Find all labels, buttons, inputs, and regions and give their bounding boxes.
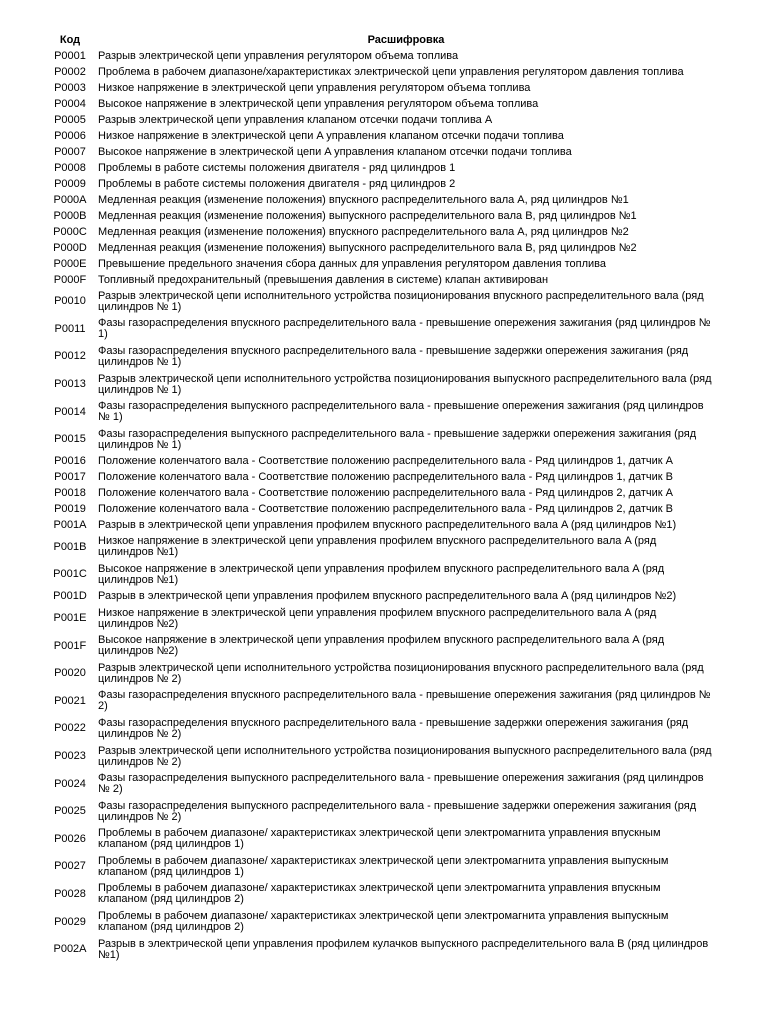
error-description-cell: Низкое напряжение в электрической цепи управления профилем впускного распределительного вала A (ряд цилиндров №2) bbox=[98, 606, 657, 630]
error-description-cell: Фазы газораспределения впускного распределительного вала - превышение задержки опережения зажигания (ряд цилиндров № 1) bbox=[98, 344, 689, 368]
table-row bbox=[44, 208, 716, 224]
table-row bbox=[44, 224, 716, 240]
error-code-cell: P0021 bbox=[54, 694, 86, 707]
error-codes-table bbox=[44, 32, 716, 963]
code-column-header: Код bbox=[59, 34, 81, 46]
error-description-cell: Высокое напряжение в электрической цепи управления профилем впускного распределительного вала A (ряд цилиндров №1) bbox=[98, 562, 665, 586]
table-row bbox=[44, 770, 716, 798]
error-code-cell: P0022 bbox=[54, 722, 86, 735]
error-description-cell: Низкое напряжение в электрической цепи A управления клапаном отсечки подачи топлива bbox=[98, 129, 564, 142]
error-code-cell: P001B bbox=[53, 540, 87, 553]
error-code-cell: P0013 bbox=[54, 378, 86, 391]
error-code-cell: P001F bbox=[53, 639, 87, 652]
error-code-cell: P0028 bbox=[54, 887, 86, 900]
table-row bbox=[44, 192, 716, 208]
table-row bbox=[44, 272, 716, 288]
error-description-cell: Высокое напряжение в электрической цепи управления профилем впускного распределительного вала A (ряд цилиндров №2) bbox=[98, 634, 665, 658]
table-row bbox=[44, 853, 716, 881]
error-description-cell: Разрыв в электрической цепи управления профилем впускного распределительного вала A (ряд цилиндров №1) bbox=[98, 519, 677, 532]
error-code-cell: P000D bbox=[53, 241, 87, 254]
error-code-cell: P0026 bbox=[54, 832, 86, 845]
table-header-row bbox=[44, 32, 716, 48]
table-row bbox=[44, 908, 716, 936]
error-description-cell: Проблемы в работе системы положения двигателя - ряд цилиндров 1 bbox=[98, 161, 456, 174]
table-row bbox=[44, 936, 716, 964]
error-code-cell: P002A bbox=[53, 943, 87, 956]
table-row bbox=[44, 64, 716, 80]
error-code-cell: P000B bbox=[53, 209, 87, 222]
error-code-cell: P0024 bbox=[54, 777, 86, 790]
error-description-cell: Фазы газораспределения выпускного распределительного вала - превышение опережения зажигания (ряд цилиндров № 1) bbox=[98, 400, 704, 424]
error-description-cell: Фазы газораспределения впускного распределительного вала - превышение опережения зажигания (ряд цилиндров № 2) bbox=[98, 689, 711, 713]
error-description-cell: Низкое напряжение в электрической цепи управления профилем впускного распределительного вала A (ряд цилиндров №1) bbox=[98, 535, 657, 559]
error-code-cell: P001A bbox=[53, 519, 87, 532]
description-column-header: Расшифровка bbox=[367, 34, 445, 46]
table-row bbox=[44, 826, 716, 854]
table-row bbox=[44, 48, 716, 64]
error-description-cell: Положение коленчатого вала - Соответствие положению распределительного вала - Ряд цилиндров 1, датчик A bbox=[98, 455, 673, 468]
error-code-cell: P0007 bbox=[54, 145, 86, 158]
error-code-cell: P0003 bbox=[54, 81, 86, 94]
table-row bbox=[44, 176, 716, 192]
table-row bbox=[44, 632, 716, 660]
table-row bbox=[44, 454, 716, 470]
error-description-cell: Проблемы в рабочем диапазоне/ характеристиках электрической цепи электромагнита управления выпускным клапаном (ряд цилиндров 2) bbox=[98, 910, 669, 934]
error-code-cell: P001E bbox=[53, 612, 87, 625]
table-row bbox=[44, 112, 716, 128]
error-description-cell: Фазы газораспределения выпускного распределительного вала - превышение задержки опережения зажигания (ряд цилиндров № 1) bbox=[98, 427, 697, 451]
error-code-cell: P001C bbox=[53, 568, 87, 581]
error-description-cell: Медленная реакция (изменение положения) впускного распределительного вала A, ряд цилиндров №2 bbox=[98, 225, 629, 238]
table-row bbox=[44, 398, 716, 426]
table-row bbox=[44, 688, 716, 716]
error-description-cell: Фазы газораспределения впускного распределительного вала - превышение опережения зажигания (ряд цилиндров № 1) bbox=[98, 317, 711, 341]
table-row bbox=[44, 518, 716, 534]
table-row bbox=[44, 426, 716, 454]
error-code-cell: P0011 bbox=[54, 322, 86, 335]
error-code-cell: P000C bbox=[53, 225, 87, 238]
error-description-cell: Топливный предохранительный (превышения давления в системе) клапан активирован bbox=[98, 273, 549, 286]
table-row bbox=[44, 343, 716, 371]
table-row bbox=[44, 240, 716, 256]
error-code-cell: P0015 bbox=[54, 433, 86, 446]
error-code-cell: P0025 bbox=[54, 805, 86, 818]
error-description-cell: Низкое напряжение в электрической цепи управления регулятором объема топлива bbox=[98, 81, 531, 94]
error-code-cell: P0018 bbox=[54, 487, 86, 500]
error-code-cell: P0001 bbox=[54, 49, 86, 62]
error-code-cell: P0023 bbox=[54, 750, 86, 763]
error-description-cell: Положение коленчатого вала - Соответствие положению распределительного вала - Ряд цилиндров 2, датчик A bbox=[98, 487, 673, 500]
table-row bbox=[44, 502, 716, 518]
table-row bbox=[44, 470, 716, 486]
error-description-cell: Разрыв в электрической цепи управления профилем кулачков выпускного распределительного вала B (ряд цилиндров №1) bbox=[98, 937, 709, 961]
error-code-cell: P0020 bbox=[54, 667, 86, 680]
error-description-cell: Медленная реакция (изменение положения) выпускного распределительного вала B, ряд цилиндров №1 bbox=[98, 209, 637, 222]
table-row bbox=[44, 605, 716, 633]
error-description-cell: Медленная реакция (изменение положения) выпускного распределительного вала B, ряд цилиндров №2 bbox=[98, 241, 637, 254]
error-code-cell: P0010 bbox=[54, 295, 86, 308]
table-row bbox=[44, 660, 716, 688]
error-code-cell: P001D bbox=[53, 590, 87, 603]
error-description-cell: Проблемы в рабочем диапазоне/ характеристиках электрической цепи электромагнита управления впускным клапаном (ряд цилиндров 2) bbox=[98, 882, 661, 906]
document-page bbox=[0, 32, 768, 963]
error-description-cell: Высокое напряжение в электрической цепи управления регулятором объема топлива bbox=[98, 97, 539, 110]
table-body bbox=[44, 48, 716, 963]
error-description-cell: Проблемы в работе системы положения двигателя - ряд цилиндров 2 bbox=[98, 177, 456, 190]
error-code-cell: P000E bbox=[53, 257, 87, 270]
error-code-cell: P0006 bbox=[54, 129, 86, 142]
error-description-cell: Разрыв электрической цепи исполнительного устройства позиционирования выпускного распределительного вала (ряд цилиндров № 2) bbox=[98, 744, 712, 768]
error-description-cell: Высокое напряжение в электрической цепи A управления клапаном отсечки подачи топлива bbox=[98, 145, 572, 158]
error-description-cell: Разрыв электрической цепи исполнительного устройства позиционирования впускного распределительного вала (ряд цилиндров № 2) bbox=[98, 661, 704, 685]
error-description-cell: Проблемы в рабочем диапазоне/ характеристиках электрической цепи электромагнита управления выпускным клапаном (ряд цилиндров 1) bbox=[98, 854, 669, 878]
error-description-cell: Разрыв электрической цепи исполнительного устройства позиционирования впускного распределительного вала (ряд цилиндров № 1) bbox=[98, 289, 704, 313]
error-code-cell: P0016 bbox=[54, 455, 86, 468]
error-description-cell: Разрыв электрической цепи исполнительного устройства позиционирования выпускного распределительного вала (ряд цилиндров № 1) bbox=[98, 372, 712, 396]
table-row bbox=[44, 881, 716, 909]
table-row bbox=[44, 316, 716, 344]
error-description-cell: Проблема в рабочем диапазоне/характеристиках электрической цепи управления регулятором давления топлива bbox=[98, 65, 684, 78]
table-row bbox=[44, 256, 716, 272]
error-description-cell: Положение коленчатого вала - Соответствие положению распределительного вала - Ряд цилиндров 1, датчик B bbox=[98, 471, 673, 484]
table-row bbox=[44, 288, 716, 316]
error-code-cell: P0029 bbox=[54, 915, 86, 928]
table-row bbox=[44, 96, 716, 112]
table-row bbox=[44, 80, 716, 96]
error-description-cell: Разрыв в электрической цепи управления профилем впускного распределительного вала A (ряд цилиндров №2) bbox=[98, 590, 677, 603]
table-row bbox=[44, 128, 716, 144]
error-code-cell: P0009 bbox=[54, 177, 86, 190]
table-row bbox=[44, 798, 716, 826]
error-description-cell: Фазы газораспределения выпускного распределительного вала - превышение задержки опережения зажигания (ряд цилиндров № 2) bbox=[98, 799, 697, 823]
table-row bbox=[44, 715, 716, 743]
error-code-cell: P0002 bbox=[54, 65, 86, 78]
table-row bbox=[44, 371, 716, 399]
table-row bbox=[44, 743, 716, 771]
table-row bbox=[44, 486, 716, 502]
error-code-cell: P000A bbox=[53, 193, 87, 206]
error-description-cell: Медленная реакция (изменение положения) впускного распределительного вала A, ряд цилиндров №1 bbox=[98, 193, 629, 206]
error-description-cell: Превышение предельного значения сбора данных для управления регулятором давления топлива bbox=[98, 257, 607, 270]
error-code-cell: P0027 bbox=[54, 860, 86, 873]
table-row bbox=[44, 534, 716, 562]
error-code-cell: P0017 bbox=[54, 471, 86, 484]
error-code-cell: P0008 bbox=[54, 161, 86, 174]
error-code-cell: P0004 bbox=[54, 97, 86, 110]
error-code-cell: P0005 bbox=[54, 113, 86, 126]
error-description-cell: Проблемы в рабочем диапазоне/ характеристиках электрической цепи электромагнита управления впускным клапаном (ряд цилиндров 1) bbox=[98, 827, 661, 851]
table-row bbox=[44, 160, 716, 176]
table-row bbox=[44, 589, 716, 605]
table-row bbox=[44, 144, 716, 160]
error-description-cell: Разрыв электрической цепи управления регулятором объема топлива bbox=[98, 49, 459, 62]
error-description-cell: Разрыв электрической цепи управления клапаном отсечки подачи топлива A bbox=[98, 113, 493, 126]
error-code-cell: P0019 bbox=[54, 503, 86, 516]
error-description-cell: Положение коленчатого вала - Соответствие положению распределительного вала - Ряд цилиндров 2, датчик B bbox=[98, 503, 673, 516]
error-description-cell: Фазы газораспределения выпускного распределительного вала - превышение опережения зажигания (ряд цилиндров № 2) bbox=[98, 772, 704, 796]
error-code-cell: P000F bbox=[53, 273, 87, 286]
error-code-cell: P0014 bbox=[54, 405, 86, 418]
table-row bbox=[44, 561, 716, 589]
error-code-cell: P0012 bbox=[54, 350, 86, 363]
error-description-cell: Фазы газораспределения впускного распределительного вала - превышение задержки опережения зажигания (ряд цилиндров № 2) bbox=[98, 716, 689, 740]
